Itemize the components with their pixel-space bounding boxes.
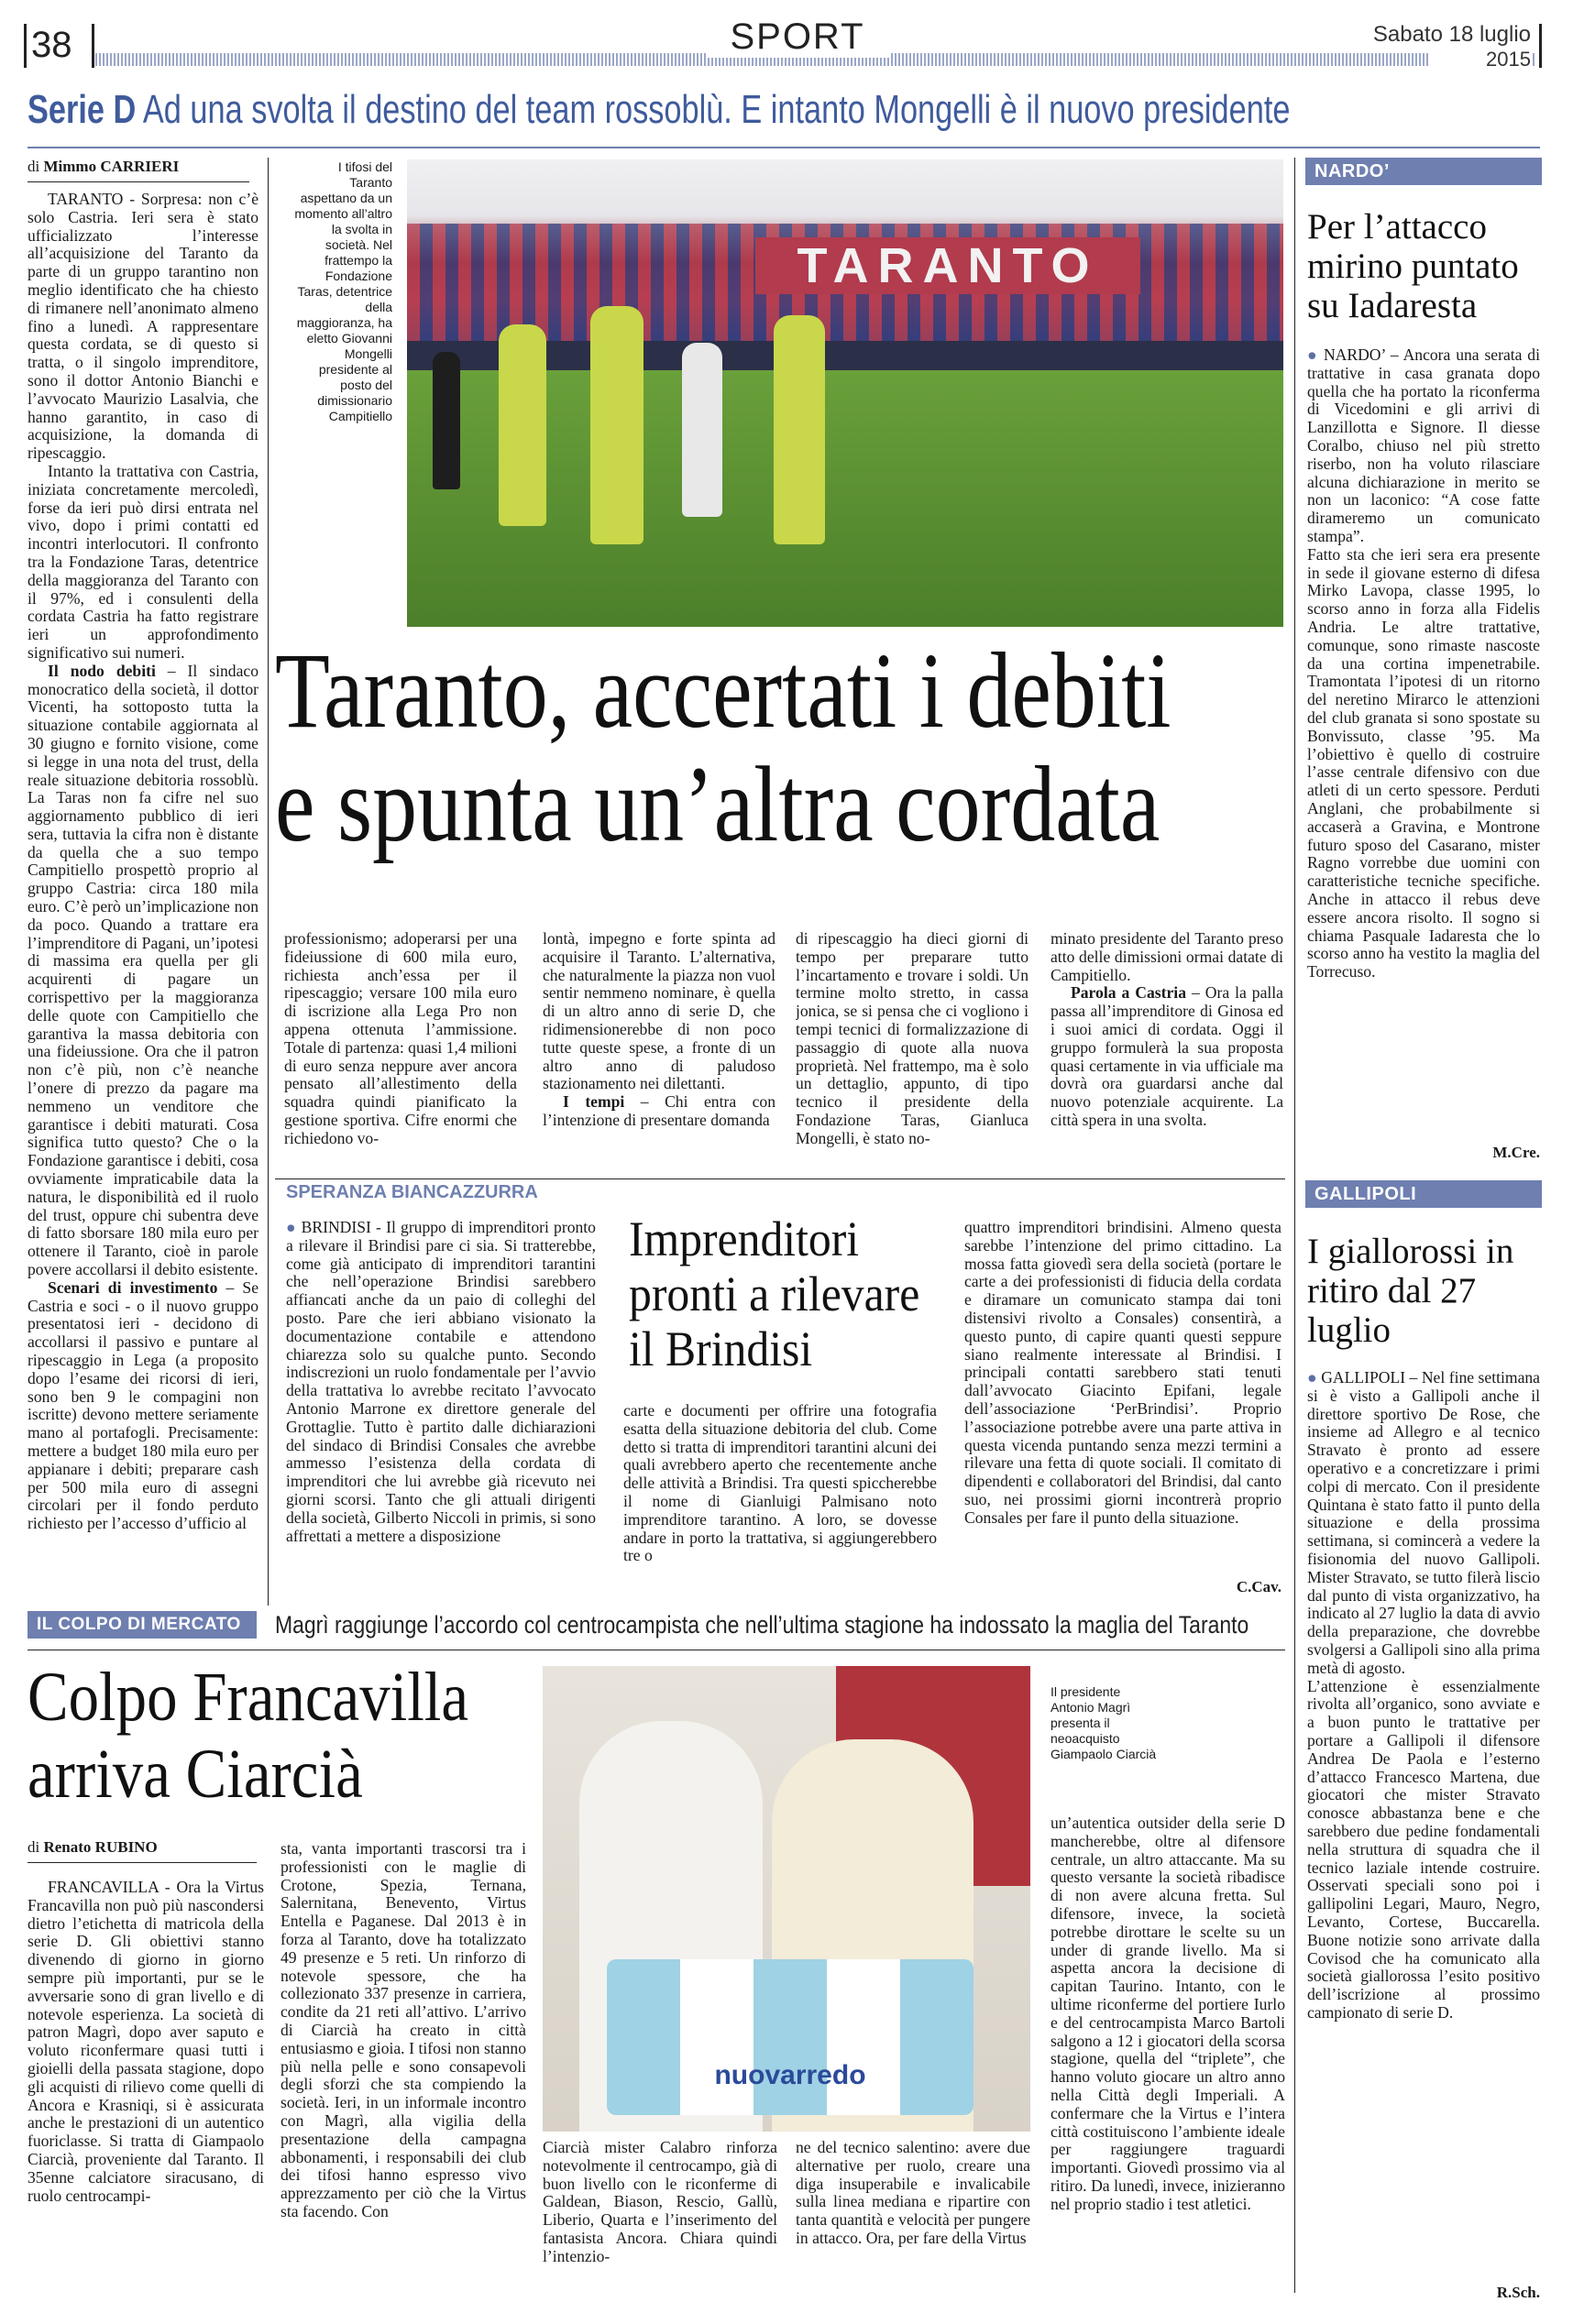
taranto-column-5 (1050, 930, 1283, 1150)
top-strip-text: Ad una svolta il destino del team rossoblù. E intanto Mongelli è il nuovo presidente (142, 87, 1291, 132)
francavilla-paragraph: Ciarcià mister Calabro rinforza notevolmente il centrocampo, già di buon livello con le riconferme di Galdean, Biason, Rescio, Gallù, Liberio, Quarta e l’inserimento del fantasista Ancora. Chiara quindi l’intenzio- (543, 2139, 777, 2265)
jersey-sponsor: nuovarredo (714, 2060, 866, 2090)
headline-line-2: e spunta un’altra cordata (275, 744, 1160, 864)
gallipoli-paragraph: L’attenzione è essenzialmente rivolta all’organico, sono avviate e a buon punto le trattative per portare a Gallipoli il difensore Andrea De Paola e l’esterno d’attacco Francesco Martena, due giocatori che mister Stravato conosce abbastanza bene e che sarebbero due pedine fondamentali nella struttura di squadra che il tecnico laziale intende costruire. Osservati speciali sono poi i gallipolini Legari, Mauro, Negro, Levanto, Cortese, Buccarella. Buone notizie sono arrivate dalla Covisod che ha comunicato alla società giallorossa l’esito positivo dell’iscrizione al prossimo campionato di serie D. (1307, 1676, 1540, 2022)
byline-prefix: di (28, 158, 40, 175)
gallipoli-signature: R.Sch. (1496, 2284, 1540, 2301)
paragraph-text: – Nel fine settimana si è visto a Gallipoli anche il direttore sportivo De Rose, che insieme ad Allegro e al tecnico Stravato è pronto ad essere operativo e a concretizzare i primi colpi di mercato. Con il presidente Quintana è stato fatto il punto della situazione e della prossima settimana, si comincerà a vedere la fisionomia del nuovo Gallipoli. Mister Stravato, se tutto filerà liscio dal punto di vista organizzativo, ha indicato al 27 luglio la data di avvio della preparazione, che dovrebbe svolgersi a Gallipoli sino alla prima metà di agosto. (1307, 1369, 1540, 1677)
taranto-paragraph: di ripescaggio ha dieci giorni di tempo per preparare tutto l’incartamento e trovare i soldi. Un termine molto stretto, in cassa jonica, se si pensa che ci vogliono i tempi tecnici di formalizzazione di passaggio di quote alla nuova proprietà. Nel frattempo, ma è solo un dettaglio, appunto, di tipo tecnico il presidente della Fondazione Taras, Gianluca Mongelli, è stato no- (796, 930, 1028, 1147)
taranto-paragraph: lontà, impegno e forte spinta ad acquisire il Taranto. L’alternativa, che naturalmente la piazza non vuol sentir nemmeno nominare, è quella di un altro anno di serie D, che ridimensionerebbe di non poco tutte queste spese, a fronte di un altro anno di paludoso stazionamento nei dilettanti. (543, 930, 776, 1093)
nardo-signature: M.Cre. (1492, 1144, 1540, 1161)
nardo-paragraph: Fatto sta che ieri sera era presente in sede il giovane esterno di difesa Mirko Lavopa, classe 1995, lo scorso anno in forza alla Fidelis Andria. Le altre trattative, comunque, sono rimaste nascoste da una cortina impenetrabile. Tramontata l’ipotesi di un ritorno del neretino Mirarco le attenzioni del club granata si sono spostate su Bonvissuto, classe ’95. Ma l’obiettivo è quello di costruire l’asse centrale difensivo con due atleti di un certo spessore. Perduti Anglani, che probabilmente si accaserà a Gravina, e Montrone futuro sposo del Casarano, mister Ragno vorrebbe due uomini con caratteristiche tecniche specifiche. Anche in attacco il rebus deve essere ancora risolto. Il sogno si chiama Pasquale Iadaresta che lo scorso anno ha vestito la maglia del Torrecuso. (1307, 544, 1540, 981)
paragraph-text: – Il sindaco monocratico della società, il dottor Vicenti, ha sottoposto tutta la situazione contabile aggiornata al 30 giugno e fornito visione, come si legge in una nota del trust, della reale situazione debitoria rossoblù. La Taras non fa cifre nel suo aggiornamento pubblico di ieri sera, tuttavia la cifra non è distante da quella che a suo tempo Campitiello prospettò proprio al gruppo Castria: circa 180 mila euro. C’è però un’implicazione non da poco. Quando a trattare era l’imprenditore di Pagani, un’ipotesi di massima era quella per gli acquirenti di pagare un corrispettivo per la maggioranza delle quote con Campitiello che garantiva la massa debitoria con una fideiussione. Ora che il patron non c’è più, non c’è neanche l’onere di prezzo da pagare ma nemmeno un venditore che garantisce i debiti maturati. Cosa significa tutto questo? Che o la Fondazione garantisce i debiti, cosa ovviamente impraticabile data la natura, le disponibilità ed il ruolo del trust, oppure chi subentra deve di fatto sborsare 180 mila euro per ottenere il Taranto, cioè in parole povere accollarsi il debito esistente. (28, 661, 258, 1279)
taranto-headline (275, 630, 1172, 864)
top-strip (28, 84, 1291, 136)
brindisi-paragraph: ● BRINDISI - Il gruppo di imprenditori pronto a rilevare il Brindisi pare ci sia. Si tratterebbe, come già anticipato di imprenditori tarantini che nell’operazione Brindisi sarebbero affiancati anche da un paio di colleghi del posto. Pare che ieri abbiano visionato la documentazione contabile e attendono chiarezza solo su qualche punto. Secondo indiscrezioni un ruolo fondamentale per l’avvio della trattativa lo avrebbe recitato l’avvocato Antonio Marrone ex direttore generale del Grottaglie. Tutto è partito dalle dichiarazioni del sindaco di Brindisi Consales che avrebbe ammesso l’esistenza della cordata di imprenditori che lui avrebbe già ricevuto nei giorni scorsi. Tanto che gli attuali dirigenti della società, Gilberto Niccoli in primis, si sono affrettati a mettere a disposizione (286, 1219, 596, 1545)
header-number-divider (92, 24, 94, 68)
taranto-byline (28, 158, 179, 176)
francavilla-subhead: Magrì raggiunge l’accordo col centrocampista che nell’ultima stagione ha indossato la maglia del Taranto (275, 1611, 1249, 1639)
paragraph-text: – Ora la palla passa all’imprenditore di Ginosa ed i suoi amici di cordata. Oggi il gruppo formulerà la sua proposta quasi certamente in via ufficiale ma dovrà ora guardarsi anche dal nuovo potenziale acquirente. La città spera in una svolta. (1050, 983, 1283, 1129)
player-figure (590, 306, 644, 544)
header-date: Sabato 18 luglio (1372, 22, 1531, 47)
francavilla-column-5 (1050, 1814, 1285, 2300)
francavilla-paragraph: ne del tecnico salentino: avere due alternative per ruolo, creare una diga insuperabile e invalicabile sulla linea mediana e ripartire con tanta quantità e velocità per pungere in attacco. Ora, per fare della Virtus (796, 2139, 1030, 2247)
francavilla-column-2 (280, 1840, 526, 2298)
francavilla-paragraph: un’autentica outsider della serie D mancherebbe, oltre al difensore centrale, un altro attaccante. Ma su questo versante la società ribadisce di non avere alcuna fretta. Sul difensore, invece, la società potrebbe dirottare le scelte su un under di grande livello. Ma si aspetta ancora la decisione di capitan Taurino. Intanto, con le ultime riconferme del portiere Iurlo e del centrocampista Marco Bartoli salgono a 12 i giocatori della scorsa stagione, quella del “triplete”, che hanno voluto giocare un altro anno nella Città degli Imperiali. A confermare che la Virtus e l’intera città costituiscono l’ambiente ideale per raggiungere traguardi importanti. Giovedì prossimo via al ritiro. Da lunedì, invece, inizieranno nel proprio stadio i test atletici. (1050, 1814, 1285, 2213)
column-rule (268, 158, 269, 1606)
byline-rule (28, 181, 249, 182)
brindisi-top-rule (275, 1178, 1285, 1179)
top-strip-rule (28, 147, 1540, 148)
subhead-castria: Parola a Castria (1071, 983, 1186, 1003)
gallipoli-paragraph: ● GALLIPOLI – Nel fine settimana si è visto a Gallipoli anche il direttore sportivo De Rose, che insieme ad Allegro e al tecnico Stravato è pronto ad essere operativo e a concretizzare i primi colpi di mercato. Con il presidente Quintana è stato fatto il punto della situazione e della prossima settimana, si comincerà a vedere la fisionomia del nuovo Gallipoli. Mister Stravato, se tutto filerà liscio dal punto di vista organizzativo, ha indicato al 27 luglio la data di avvio della preparazione, che dovrebbe svolgersi a Gallipoli sino alla prima metà di agosto. (1307, 1369, 1540, 1677)
player-figure (433, 352, 460, 489)
paragraph-text: – Se Castria e soci - o il nuovo gruppo presentatosi ieri - decidono di accollarsi il passivo e puntare al ripescaggio in Lega (a proposito dopo l’esame dei ricorsi di ieri, sono ben 9 le compagini non iscritte) devono mettere seriamente mano al portafogli. Precisamente: mettere a budget 180 mila euro per appianare i debiti; preparare cash per 500 mila euro di assegni circolari per il fondo perduto richiesto per l’accesso d’ufficio al (28, 1277, 258, 1533)
paragraph-text: – Ancora una serata di trattative in casa granata dopo quella che ha portato la riconferma di Vicedomini e gli arrivi di Lanzillotta e Signore. Il diesse Coralbo, chiuso nel più stretto riserbo, non ha voluto rilasciare alcuna dichiarazione in merito se non un laconico: “A cose fatte dirameremo un comunicato stampa”. (1307, 346, 1540, 545)
taranto-paragraph: Intanto la trattativa con Castria, iniziata concretamente mercoledì, forse da ieri può dirsi entrata nel vivo, dopo i primi contatti ed incontri interlocutori. Il confronto tra la Fondazione Taras, detentrice della maggioranza del Taranto con il 97%, ed i consulenti della cordata Castria ha fatto registrare ieri un approfondimento significativo sui numeri. (28, 461, 258, 662)
taranto-column-2 (284, 930, 517, 1150)
headline-line-1: Taranto, accertati i debiti (275, 630, 1172, 751)
byline-name: Renato RUBINO (43, 1838, 158, 1856)
nardo-paragraph: ● NARDO’ – Ancora una serata di trattative in casa granata dopo quella che ha portato la riconferma di Vicedomini e gli arrivi di Lanzillotta e Signore. Il diesse Coralbo, chiuso nel più stretto riserbo, non ha voluto rilasciare alcuna dichiarazione in merito se non un laconico: “A cose fatte dirameremo un comunicato stampa”. (1307, 346, 1540, 545)
francavilla-paragraph: FRANCAVILLA - Ora la Virtus Francavilla non può più nascondersi dietro l’etichetta di matricola della serie D. Gli obiettivi stanno divenendo di giorno in giorno sempre più importanti, pur se le avversarie sono di gran livello e di notevole esperienza. La società di patron Magrì, dopo aver saputo e voluto riconfermare quasi tutti i gioielli della passata stagione, dopo gli acquisti di rilievo come quelli di Ancora e Krasniqi, si è assicurata anche le prestazioni di un autentico fuoriclasse. Si tratta di Giampaolo Ciarcià, proveniente dal Taranto. Il 35enne calciatore siracusano, di ruolo centrocampi- (28, 1879, 264, 2205)
header-left-bar (24, 24, 27, 68)
francavilla-column-3 (543, 2139, 777, 2300)
top-strip-label: Serie D (28, 87, 137, 132)
taranto-photo (407, 159, 1283, 627)
francavilla-photo (543, 1666, 1030, 2132)
brindisi-paragraph: carte e documenti per offrire una fotografia esatta della situazione debitoria del club. Come detto si tratta di imprenditori tarantini alcuni dei quali avrebbero aperto che recentemente anche delle attività a Brindisi. Tra questi spiccherebbe il nome di Gianluigi Palmisano noto imprenditore tarantino. A loro, se dovesse andare in porto la trattativa, si aggiungerebbero tre o (623, 1402, 937, 1565)
taranto-paragraph: minato presidente del Taranto preso atto delle dimissioni ormai datate di Campitiello. (1050, 930, 1283, 984)
brindisi-column-1 (286, 1219, 596, 1595)
nardo-column (1307, 346, 1540, 1116)
jersey (607, 1959, 974, 2115)
taranto-paragraph: TARANTO - Sorpresa: non c’è solo Castria. Ieri sera è stato ufficializzato l’interesse all’acquisizione del Taranto da parte di un gruppo tarantino non meglio identificato che ha chiesto di rimanere nell’anonimato almeno fino a lunedì. A rappresentare questa cordata, se di questo si tratta, o il singolo imprenditore, sono il dottor Antonio Bianchi e l’avvocato Maurizio Lasalvia, che hanno garantito, in caso di acquisizione, la domanda di ripescaggio. (28, 191, 258, 463)
gallipoli-headline: I giallorossi in ritiro dal 27 luglio (1307, 1232, 1514, 1350)
header-year: 2015 (1430, 48, 1531, 71)
byline-name: Mimmo CARRIERI (43, 158, 180, 175)
player-figure (682, 343, 722, 517)
taranto-paragraph (543, 1093, 776, 1130)
francavilla-paragraph: sta, vanta importanti trascorsi tra i professionisti con le maglie di Crotone, Spezia, Ternana, Salernitana, Benevento, Virtus Entella e Paganese. Dal 2013 è in forza al Taranto, dove ha totalizzato 49 presenze e 5 reti. Un rinforzo di notevole spessore, che ha collezionato 337 presenze in carriera, condite da 21 reti all’attivo. L’arrivo di Ciarcià ha creato in città entusiasmo e gioia. I tifosi non stanno più nella pelle e sono consapevoli degli sforzi che sta compiendo la società. Ieri, in un informale incontro con Magrì, alla vigilia della presentazione della campagna abbonamenti, i responsabili dei club dei tifosi hanno espresso vivo apprezzamento per ciò che la Virtus sta facendo. Con (280, 1840, 526, 2220)
taranto-paragraph (1050, 984, 1283, 1129)
francavilla-photo-caption: Il presidente Antonio Magrì presenta il neoacquisto Giampaolo Ciarcià (1050, 1684, 1157, 1761)
brindisi-column-3 (964, 1219, 1282, 1578)
brindisi-headline: Imprenditori pronti a rilevare il Brindisi (629, 1211, 920, 1376)
taranto-paragraph: professionismo; adoperarsi per una fideiussione di 600 mila euro, richiesta anch’essa per il ripescaggio; versare 100 mila euro di iscrizione alla Lega Pro non appena ottenuta l’ammissione. Totale di partenza: quasi 1,4 milioni di euro senza neppure aver ancora pensato all’allestimento della squadra quindi pianificato la gestione sportiva. Cifre enormi che richiedono vo- (284, 930, 517, 1147)
nardo-lead: NARDO’ (1323, 346, 1386, 364)
brindisi-lead: BRINDISI (301, 1219, 371, 1236)
header-right-bar (1539, 24, 1542, 68)
taranto-column-1 (28, 191, 258, 1602)
byline-prefix: di (28, 1838, 40, 1856)
headline-line-2: arriva Ciarcià (28, 1736, 363, 1813)
taranto-column-4 (796, 930, 1028, 1150)
player-figure (499, 324, 546, 526)
francavilla-column-1 (28, 1879, 264, 2300)
brindisi-kicker: SPERANZA BIANCAZZURRA (286, 1182, 538, 1202)
subhead-tempi: I tempi (563, 1092, 625, 1112)
nardo-headline: Per l’attacco mirino puntato su Iadaresta (1307, 207, 1519, 325)
player-figure (774, 315, 825, 544)
gallipoli-tag: GALLIPOLI (1305, 1180, 1542, 1208)
crowd-banner: TARANTO (755, 237, 1140, 294)
paragraph-text: - Il gruppo di imprenditori pronto a rilevare il Brindisi pare ci sia. Si tratterebbe, come già anticipato di imprenditori tarantini che nell’operazione Brindisi sarebbero affiancati anche da un paio di colleghi del posto. Pare che ieri abbiano visionato la documentazione contabile e attendono chiarezza solo su qualche punto. Secondo indiscrezioni un ruolo fondamentale per l’avvio della trattativa lo avrebbe recitato l’avvocato Antonio Marrone ex direttore generale del Grottaglie. Tutto è partito dalle dichiarazioni del sindaco di Brindisi Consales che avrebbe ammesso l’esistenza della cordata di imprenditori che lui avrebbe già ricevuto nei giorni scorsi. Tanto che gli attuali dirigenti della società, Gilberto Niccoli in primis, si sono affrettati a mettere a disposizione (286, 1219, 596, 1545)
subhead-scenari: Scenari di investimento (48, 1277, 218, 1297)
brindisi-signature: C.Cav. (1236, 1578, 1282, 1595)
taranto-photo-caption: I tifosi del Taranto aspettano da un momento all’altro la svolta in società. Nel frattempo la Fondazione Taras, detentrice della maggioranza, ha eletto Giovanni Mongelli presidente al posto del dimissionario Campitiello (294, 159, 392, 423)
section-title: SPORT (706, 16, 889, 58)
gallipoli-column (1307, 1369, 1540, 2258)
subhead-nodo-debiti: Il nodo debiti (48, 661, 156, 680)
byline-rule (28, 1862, 257, 1863)
gallipoli-lead: GALLIPOLI (1321, 1369, 1406, 1387)
francavilla-headline (28, 1659, 495, 1813)
taranto-column-3 (543, 930, 776, 1150)
page-number: 38 (31, 25, 72, 65)
francavilla-byline (28, 1838, 158, 1857)
francavilla-tag: IL COLPO DI MERCATO (28, 1611, 257, 1639)
right-column-rule (1294, 158, 1295, 2293)
nardo-tag: NARDO’ (1305, 158, 1542, 185)
headline-line-1: Colpo Francavilla (28, 1659, 469, 1736)
taranto-paragraph (28, 663, 258, 1279)
paragraph-text: – Chi entra con l’intenzione di presentare domanda (543, 1092, 776, 1129)
brindisi-column-2 (623, 1402, 937, 1595)
taranto-paragraph (28, 1279, 258, 1533)
brindisi-paragraph: quattro imprenditori brindisini. Almeno questa sarebbe l’intenzione del primo cittadino. La mossa fatta giovedì sera della società (portare le carte a dei professionisti di fiducia della cordata e diramare un comunicato stampa dai toni distensivi rivolto a Consales) consentirà, a questo punto, di capire quanti questi seppure siano realmente interessate al Brindisi. I principali contatti sarebbero stati tenuti dall’avvocato Giacinto Epifani, legale dell’associazione ‘PerBrindisi’. Proprio l’associazione potrebbe avere una parte attiva in questa vicenda puntando senza mezzi termini a rilevare una fetta di quote sociali. Il comitato di dipendenti e collaboratori del Brindisi, dal canto suo, nei prossimi giorni incontrerà proprio Consales per fare il punto della situazione. (964, 1219, 1282, 1527)
francavilla-column-4 (796, 2139, 1030, 2300)
